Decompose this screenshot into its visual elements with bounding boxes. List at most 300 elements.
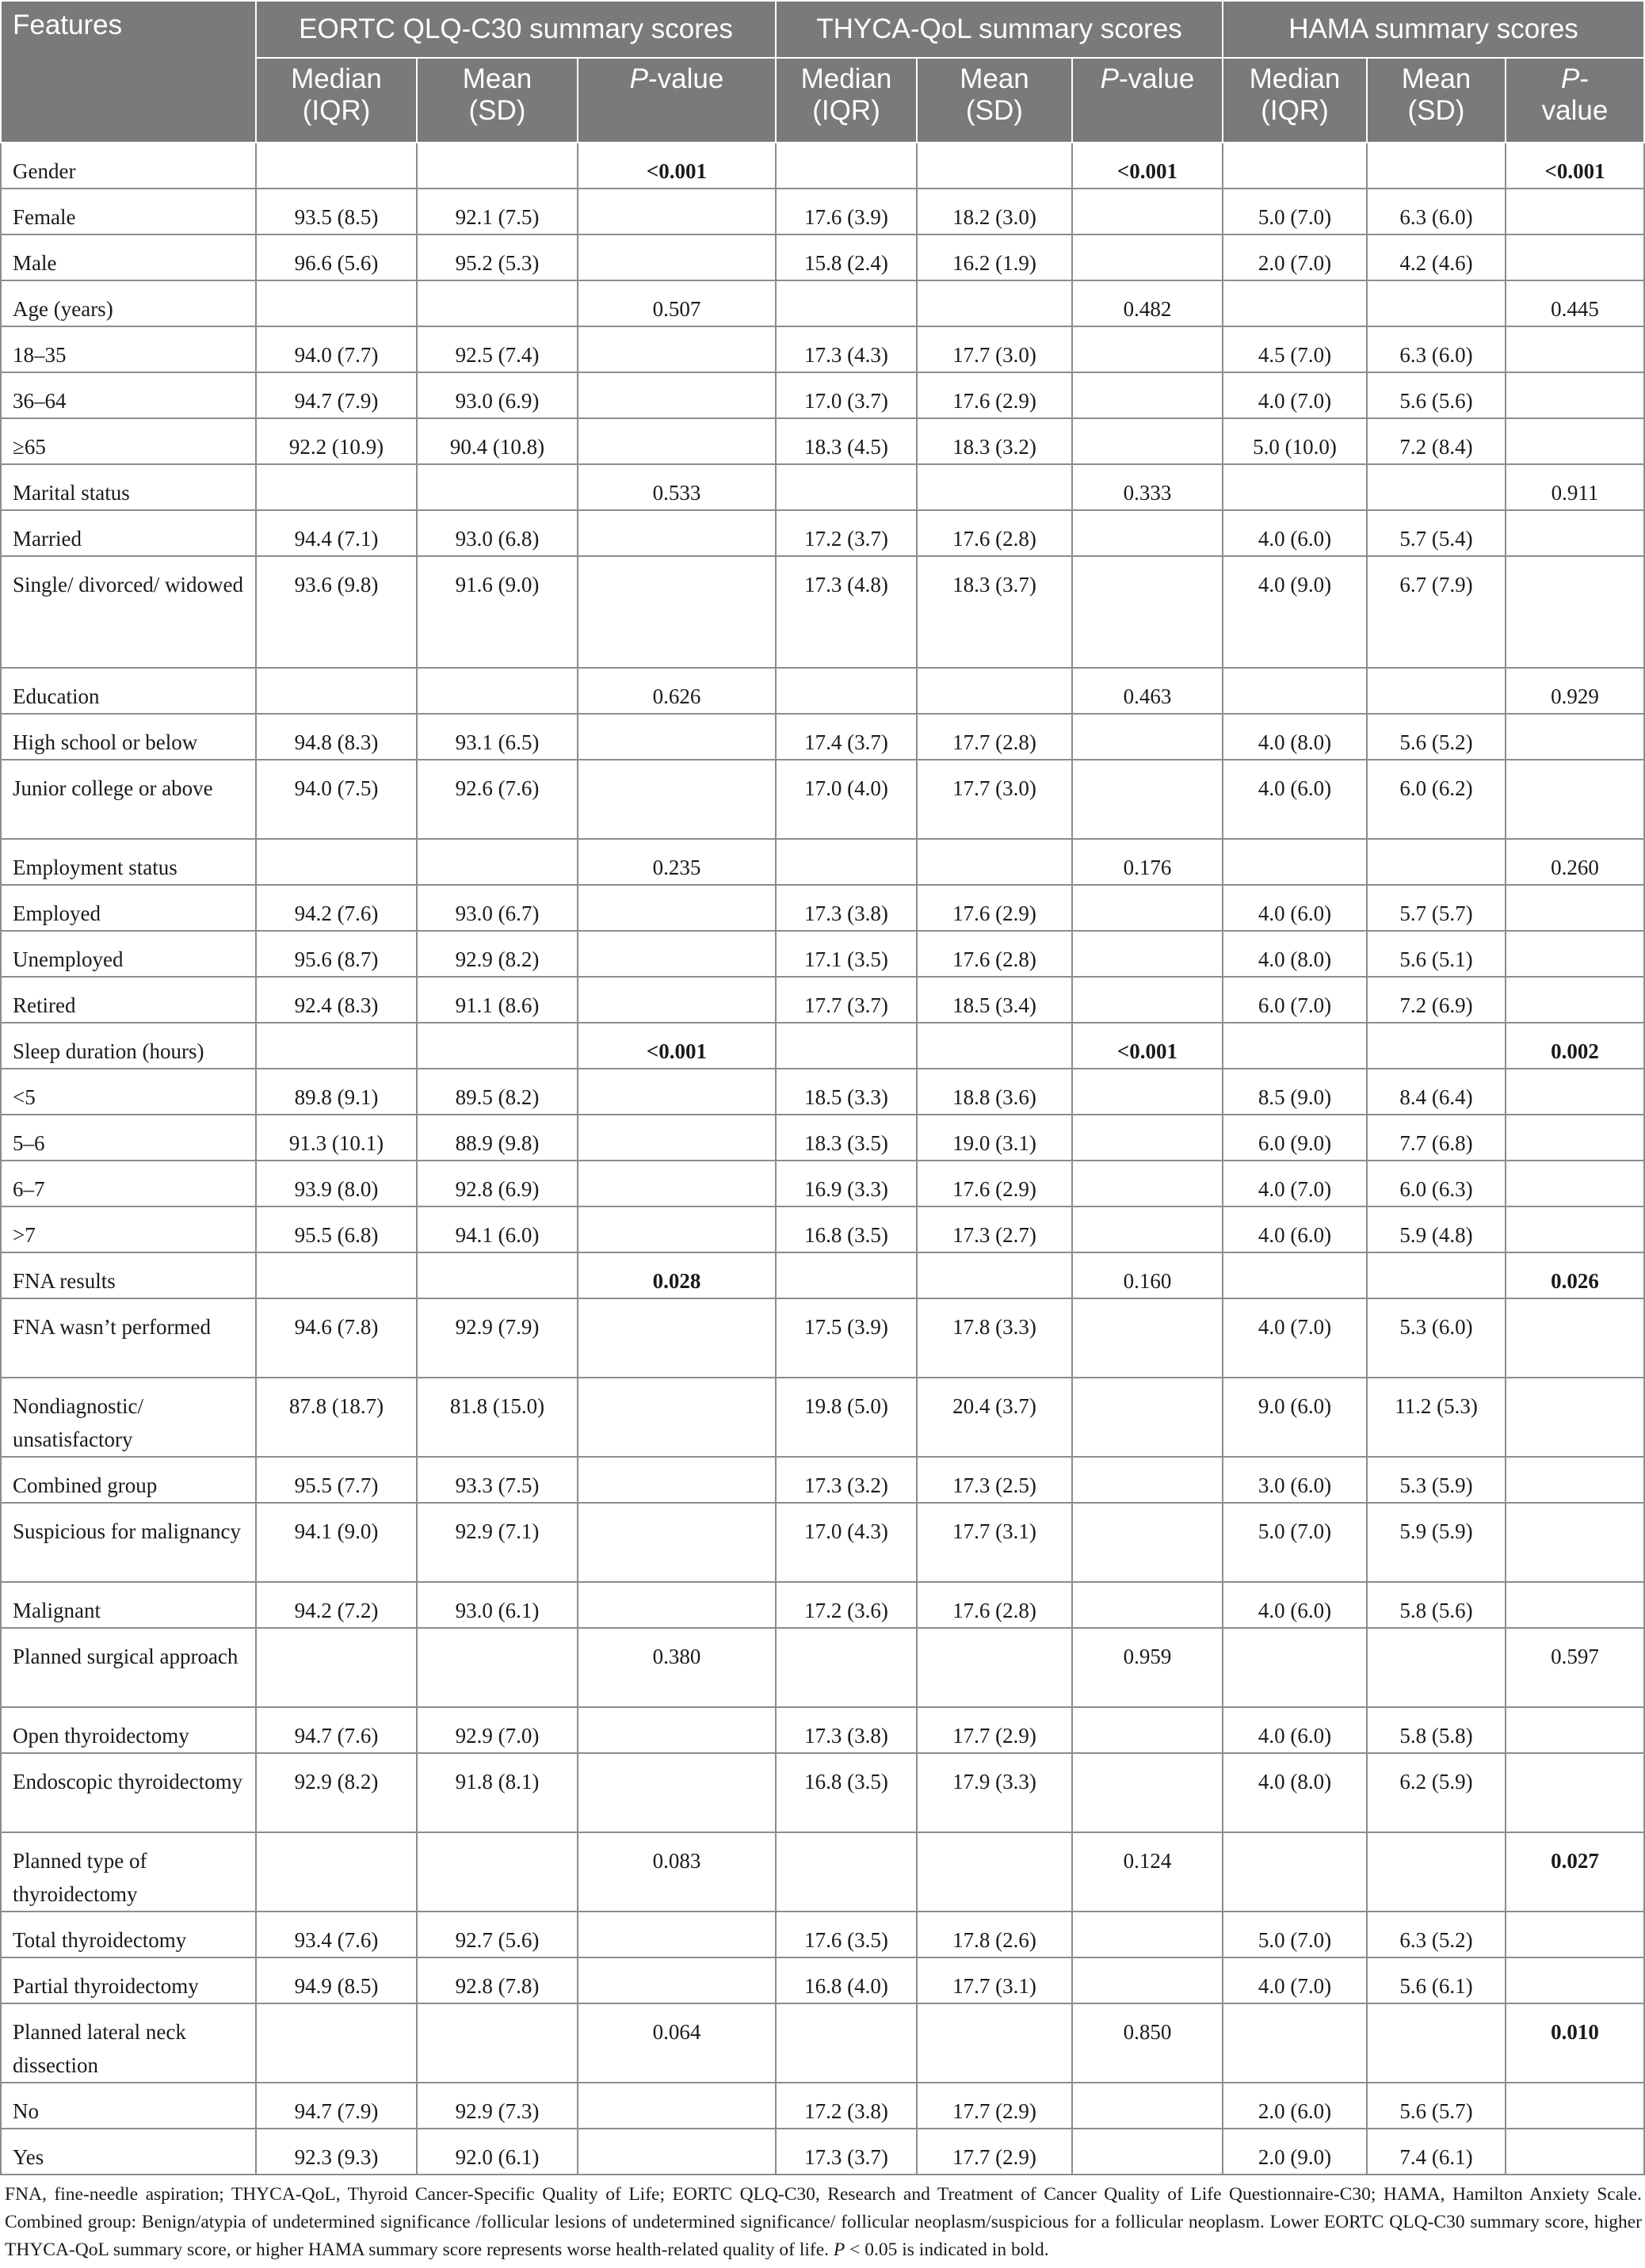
thyca-p-cell [1072, 1298, 1223, 1378]
table-row [1, 1206, 1644, 1252]
thyca-mean-cell: 17.7 (2.9) [917, 2129, 1072, 2175]
hama-median-cell: 4.0 (6.0) [1223, 510, 1367, 556]
hama-p-cell [1506, 418, 1644, 464]
table-row [1, 714, 1644, 760]
hama-p-cell [1506, 1457, 1644, 1503]
thyca-median-cell: 17.7 (3.7) [776, 977, 917, 1023]
eortc-p-cell [578, 760, 776, 839]
thyca-median-cell [776, 464, 917, 510]
thyca-p-cell [1072, 1161, 1223, 1206]
eortc-p-cell: 0.626 [578, 668, 776, 714]
hama-mean-cell: 5.7 (5.4) [1367, 510, 1506, 556]
feature-cell: Retired [1, 977, 256, 1023]
eortc-mean-cell: 95.2 (5.3) [417, 234, 578, 280]
hama-median-cell: 4.0 (6.0) [1223, 1582, 1367, 1628]
thyca-p-cell: 0.176 [1072, 839, 1223, 885]
hama-p-cell [1506, 885, 1644, 931]
eortc-mean-cell: 92.1 (7.5) [417, 189, 578, 234]
thyca-p-cell [1072, 1753, 1223, 1832]
eortc-p-cell [578, 1378, 776, 1457]
eortc-group-header: EORTC QLQ-C30 summary scores [256, 1, 776, 58]
eortc-p-cell [578, 1457, 776, 1503]
table-row [1, 1957, 1644, 2003]
thyca-median-cell: 17.3 (3.8) [776, 1707, 917, 1753]
hama-p-cell [1506, 1378, 1644, 1457]
feature-cell: Employment status [1, 839, 256, 885]
thyca-mean-cell [917, 280, 1072, 326]
feature-cell: Marital status [1, 464, 256, 510]
hama-mean-cell: 5.6 (5.1) [1367, 931, 1506, 977]
thyca-p-cell [1072, 1206, 1223, 1252]
table-row [1, 326, 1644, 372]
table-row [1, 372, 1644, 418]
eortc-mean-cell: 92.9 (8.2) [417, 931, 578, 977]
eortc-p-cell [578, 372, 776, 418]
hama-mean-cell: 5.9 (5.9) [1367, 1503, 1506, 1582]
hama-mean-cell: 11.2 (5.3) [1367, 1378, 1506, 1457]
feature-cell: Planned type of thyroidectomy [1, 1832, 256, 1912]
table-row [1, 418, 1644, 464]
table-body [1, 143, 1644, 2175]
hama-mean-cell: 6.0 (6.3) [1367, 1161, 1506, 1206]
feature-cell: Malignant [1, 1582, 256, 1628]
hama-p-cell [1506, 1582, 1644, 1628]
thyca-mean-cell [917, 1023, 1072, 1069]
thyca-median-cell: 17.6 (3.9) [776, 189, 917, 234]
table-row [1, 931, 1644, 977]
table-row [1, 760, 1644, 839]
table-row [1, 189, 1644, 234]
eortc-median-cell: 96.6 (5.6) [256, 234, 417, 280]
eortc-median-cell: 94.0 (7.7) [256, 326, 417, 372]
eortc-mean-cell [417, 668, 578, 714]
eortc-mean-cell: 91.6 (9.0) [417, 556, 578, 668]
feature-cell: ≥65 [1, 418, 256, 464]
mean-sd-header: Mean (SD) [1367, 58, 1506, 143]
table-row [1, 839, 1644, 885]
eortc-median-cell [256, 839, 417, 885]
thyca-p-cell: 0.850 [1072, 2003, 1223, 2083]
median-iqr-header: Median (IQR) [256, 58, 417, 143]
thyca-p-cell [1072, 1115, 1223, 1161]
hama-p-cell [1506, 1753, 1644, 1832]
hama-p-cell [1506, 2083, 1644, 2129]
footnote-p-letter: P [833, 2239, 845, 2260]
hama-p-cell [1506, 977, 1644, 1023]
table-row [1, 2129, 1644, 2175]
hama-p-cell [1506, 1115, 1644, 1161]
thyca-mean-cell: 17.7 (3.1) [917, 1503, 1072, 1582]
hama-p-cell [1506, 189, 1644, 234]
feature-cell: Junior college or above [1, 760, 256, 839]
table-row [1, 1912, 1644, 1957]
eortc-mean-cell: 93.0 (6.7) [417, 885, 578, 931]
table-row [1, 885, 1644, 931]
thyca-median-cell: 17.1 (3.5) [776, 931, 917, 977]
thyca-p-cell [1072, 1707, 1223, 1753]
hama-mean-cell: 5.6 (5.7) [1367, 2083, 1506, 2129]
thyca-mean-cell: 19.0 (3.1) [917, 1115, 1072, 1161]
table-row [1, 977, 1644, 1023]
eortc-p-cell [578, 1503, 776, 1582]
eortc-median-cell: 94.7 (7.6) [256, 1707, 417, 1753]
thyca-p-cell [1072, 326, 1223, 372]
thyca-median-cell: 16.8 (3.5) [776, 1753, 917, 1832]
feature-cell: <5 [1, 1069, 256, 1115]
footnote-p-tail: < 0.05 is indicated in bold. [845, 2239, 1049, 2260]
mean-sd-header: Mean (SD) [917, 58, 1072, 143]
hama-p-cell [1506, 510, 1644, 556]
hama-median-cell: 4.0 (8.0) [1223, 714, 1367, 760]
hama-median-cell: 5.0 (7.0) [1223, 1503, 1367, 1582]
thyca-mean-cell: 16.2 (1.9) [917, 234, 1072, 280]
eortc-p-cell [578, 234, 776, 280]
thyca-median-cell: 17.2 (3.8) [776, 2083, 917, 2129]
thyca-group-header: THYCA-QoL summary scores [776, 1, 1223, 58]
hama-median-cell [1223, 839, 1367, 885]
feature-cell: Suspicious for malignancy [1, 1503, 256, 1582]
hama-mean-cell [1367, 668, 1506, 714]
table-row [1, 1298, 1644, 1378]
thyca-p-cell [1072, 189, 1223, 234]
hama-mean-cell: 7.2 (6.9) [1367, 977, 1506, 1023]
eortc-mean-cell: 92.9 (7.1) [417, 1503, 578, 1582]
eortc-median-cell: 93.6 (9.8) [256, 556, 417, 668]
table-row [1, 1023, 1644, 1069]
feature-cell: Employed [1, 885, 256, 931]
eortc-p-cell: 0.028 [578, 1252, 776, 1298]
thyca-p-cell: 0.333 [1072, 464, 1223, 510]
eortc-mean-cell [417, 280, 578, 326]
eortc-p-cell [578, 885, 776, 931]
eortc-p-cell [578, 1069, 776, 1115]
eortc-mean-cell [417, 464, 578, 510]
eortc-median-cell [256, 668, 417, 714]
thyca-p-cell [1072, 1912, 1223, 1957]
table-row [1, 1753, 1644, 1832]
thyca-mean-cell: 17.3 (2.7) [917, 1206, 1072, 1252]
hama-median-cell: 2.0 (7.0) [1223, 234, 1367, 280]
thyca-median-cell: 17.2 (3.7) [776, 510, 917, 556]
table-row [1, 2083, 1644, 2129]
hama-median-cell [1223, 1832, 1367, 1912]
thyca-p-cell: <0.001 [1072, 1023, 1223, 1069]
eortc-mean-cell [417, 1023, 578, 1069]
hama-mean-cell: 5.6 (5.6) [1367, 372, 1506, 418]
thyca-median-cell: 17.0 (4.0) [776, 760, 917, 839]
thyca-p-cell: 0.463 [1072, 668, 1223, 714]
feature-cell: Total thyroidectomy [1, 1912, 256, 1957]
hama-p-cell [1506, 1298, 1644, 1378]
thyca-mean-cell: 18.5 (3.4) [917, 977, 1072, 1023]
eortc-mean-cell: 91.1 (8.6) [417, 977, 578, 1023]
eortc-p-cell [578, 1206, 776, 1252]
table-row [1, 1582, 1644, 1628]
hama-mean-cell [1367, 1252, 1506, 1298]
hama-p-cell: <0.001 [1506, 143, 1644, 189]
thyca-median-cell: 17.6 (3.5) [776, 1912, 917, 1957]
thyca-mean-cell [917, 839, 1072, 885]
hama-mean-cell: 5.8 (5.6) [1367, 1582, 1506, 1628]
thyca-mean-cell: 17.8 (3.3) [917, 1298, 1072, 1378]
hama-p-cell: 0.026 [1506, 1252, 1644, 1298]
eortc-mean-cell: 92.9 (7.3) [417, 2083, 578, 2129]
hama-mean-cell: 8.4 (6.4) [1367, 1069, 1506, 1115]
eortc-p-cell [578, 1957, 776, 2003]
thyca-median-cell [776, 668, 917, 714]
hama-p-cell: 0.002 [1506, 1023, 1644, 1069]
thyca-p-cell [1072, 556, 1223, 668]
feature-cell: Female [1, 189, 256, 234]
thyca-median-cell [776, 1023, 917, 1069]
thyca-p-cell [1072, 760, 1223, 839]
thyca-p-cell [1072, 2083, 1223, 2129]
hama-p-cell [1506, 1957, 1644, 2003]
eortc-p-cell: 0.380 [578, 1628, 776, 1707]
eortc-p-cell [578, 556, 776, 668]
table-row [1, 556, 1644, 668]
thyca-median-cell: 17.3 (4.8) [776, 556, 917, 668]
eortc-mean-cell: 93.0 (6.8) [417, 510, 578, 556]
hama-p-cell [1506, 372, 1644, 418]
feature-cell: Nondiagnostic/ unsatisfactory [1, 1378, 256, 1457]
eortc-median-cell: 87.8 (18.7) [256, 1378, 417, 1457]
thyca-mean-cell: 17.7 (2.9) [917, 2083, 1072, 2129]
eortc-median-cell: 94.2 (7.2) [256, 1582, 417, 1628]
table-row [1, 1503, 1644, 1582]
hama-mean-cell: 5.8 (5.8) [1367, 1707, 1506, 1753]
eortc-median-cell: 93.9 (8.0) [256, 1161, 417, 1206]
feature-cell: Endoscopic thyroidectomy [1, 1753, 256, 1832]
thyca-median-cell [776, 1832, 917, 1912]
feature-cell: Sleep duration (hours) [1, 1023, 256, 1069]
eortc-median-cell [256, 143, 417, 189]
eortc-mean-cell: 92.7 (5.6) [417, 1912, 578, 1957]
hama-p-cell [1506, 1069, 1644, 1115]
eortc-p-cell: 0.083 [578, 1832, 776, 1912]
hama-median-cell: 4.5 (7.0) [1223, 326, 1367, 372]
thyca-mean-cell: 17.6 (2.8) [917, 510, 1072, 556]
eortc-mean-cell: 94.1 (6.0) [417, 1206, 578, 1252]
eortc-median-cell: 94.6 (7.8) [256, 1298, 417, 1378]
eortc-median-cell: 91.3 (10.1) [256, 1115, 417, 1161]
eortc-mean-cell: 92.9 (7.0) [417, 1707, 578, 1753]
hama-p-cell [1506, 931, 1644, 977]
eortc-median-cell [256, 1628, 417, 1707]
table-row [1, 234, 1644, 280]
eortc-p-cell: 0.064 [578, 2003, 776, 2083]
hama-median-cell [1223, 280, 1367, 326]
hama-p-cell [1506, 714, 1644, 760]
thyca-median-cell [776, 839, 917, 885]
hama-median-cell: 9.0 (6.0) [1223, 1378, 1367, 1457]
hama-p-cell: 0.260 [1506, 839, 1644, 885]
eortc-median-cell: 93.4 (7.6) [256, 1912, 417, 1957]
thyca-p-cell [1072, 372, 1223, 418]
hama-mean-cell [1367, 2003, 1506, 2083]
hama-median-cell [1223, 1252, 1367, 1298]
thyca-mean-cell: 17.6 (2.9) [917, 1161, 1072, 1206]
median-iqr-header: Median (IQR) [776, 58, 917, 143]
hama-median-cell [1223, 1023, 1367, 1069]
table-row [1, 668, 1644, 714]
eortc-mean-cell: 88.9 (9.8) [417, 1115, 578, 1161]
thyca-p-cell [1072, 418, 1223, 464]
hama-median-cell: 4.0 (6.0) [1223, 885, 1367, 931]
feature-cell: Planned surgical approach [1, 1628, 256, 1707]
thyca-mean-cell [917, 1832, 1072, 1912]
eortc-median-cell: 94.2 (7.6) [256, 885, 417, 931]
thyca-p-cell [1072, 1457, 1223, 1503]
eortc-median-cell: 89.8 (9.1) [256, 1069, 417, 1115]
thyca-median-cell: 17.3 (4.3) [776, 326, 917, 372]
thyca-p-cell [1072, 977, 1223, 1023]
table-footnote [5, 2181, 1642, 2264]
hama-mean-cell: 6.3 (6.0) [1367, 189, 1506, 234]
eortc-p-cell [578, 189, 776, 234]
eortc-p-cell [578, 1753, 776, 1832]
eortc-mean-cell [417, 1252, 578, 1298]
hama-p-cell [1506, 1503, 1644, 1582]
thyca-median-cell [776, 2003, 917, 2083]
thyca-median-cell: 18.3 (3.5) [776, 1115, 917, 1161]
hama-mean-cell: 5.6 (6.1) [1367, 1957, 1506, 2003]
eortc-mean-cell [417, 839, 578, 885]
hama-median-cell: 5.0 (7.0) [1223, 189, 1367, 234]
hama-median-cell: 4.0 (7.0) [1223, 1298, 1367, 1378]
table-row [1, 1252, 1644, 1298]
hama-p-cell [1506, 1161, 1644, 1206]
table-row [1, 1707, 1644, 1753]
thyca-p-cell [1072, 1378, 1223, 1457]
thyca-mean-cell [917, 1628, 1072, 1707]
eortc-median-cell: 94.8 (8.3) [256, 714, 417, 760]
hama-mean-cell: 7.7 (6.8) [1367, 1115, 1506, 1161]
feature-cell: Gender [1, 143, 256, 189]
eortc-mean-cell [417, 143, 578, 189]
thyca-p-cell: 0.160 [1072, 1252, 1223, 1298]
hama-p-cell: 0.597 [1506, 1628, 1644, 1707]
eortc-mean-cell: 92.6 (7.6) [417, 760, 578, 839]
feature-cell: Partial thyroidectomy [1, 1957, 256, 2003]
hama-median-cell: 4.0 (8.0) [1223, 931, 1367, 977]
p-value-header: P-value [578, 58, 776, 143]
thyca-median-cell [776, 143, 917, 189]
hama-p-cell: 0.911 [1506, 464, 1644, 510]
eortc-mean-cell: 92.5 (7.4) [417, 326, 578, 372]
eortc-p-cell [578, 1298, 776, 1378]
eortc-mean-cell: 90.4 (10.8) [417, 418, 578, 464]
thyca-mean-cell [917, 464, 1072, 510]
hama-mean-cell: 5.6 (5.2) [1367, 714, 1506, 760]
thyca-mean-cell: 17.7 (3.0) [917, 760, 1072, 839]
thyca-median-cell: 19.8 (5.0) [776, 1378, 917, 1457]
table-row [1, 464, 1644, 510]
hama-median-cell: 2.0 (6.0) [1223, 2083, 1367, 2129]
hama-median-cell: 4.0 (6.0) [1223, 1707, 1367, 1753]
eortc-median-cell [256, 1252, 417, 1298]
eortc-median-cell [256, 464, 417, 510]
thyca-median-cell: 17.0 (4.3) [776, 1503, 917, 1582]
feature-cell: Education [1, 668, 256, 714]
hama-median-cell: 5.0 (10.0) [1223, 418, 1367, 464]
hama-mean-cell: 6.7 (7.9) [1367, 556, 1506, 668]
hama-mean-cell [1367, 839, 1506, 885]
hama-median-cell: 2.0 (9.0) [1223, 2129, 1367, 2175]
eortc-p-cell [578, 977, 776, 1023]
median-iqr-header: Median (IQR) [1223, 58, 1367, 143]
thyca-mean-cell [917, 1252, 1072, 1298]
table-row [1, 1457, 1644, 1503]
eortc-median-cell: 95.5 (7.7) [256, 1457, 417, 1503]
table-row [1, 2003, 1644, 2083]
hama-p-cell [1506, 326, 1644, 372]
eortc-p-cell [578, 1582, 776, 1628]
thyca-median-cell: 17.0 (3.7) [776, 372, 917, 418]
hama-median-cell: 4.0 (7.0) [1223, 372, 1367, 418]
hama-mean-cell: 6.3 (6.0) [1367, 326, 1506, 372]
thyca-mean-cell: 18.3 (3.7) [917, 556, 1072, 668]
eortc-median-cell: 94.9 (8.5) [256, 1957, 417, 2003]
thyca-mean-cell: 18.3 (3.2) [917, 418, 1072, 464]
eortc-p-cell [578, 418, 776, 464]
thyca-p-cell: 0.124 [1072, 1832, 1223, 1912]
feature-cell: Yes [1, 2129, 256, 2175]
eortc-p-cell: 0.533 [578, 464, 776, 510]
thyca-p-cell [1072, 931, 1223, 977]
feature-cell: 5–6 [1, 1115, 256, 1161]
hama-mean-cell [1367, 143, 1506, 189]
table-row [1, 1378, 1644, 1457]
features-header: Features [1, 1, 256, 143]
thyca-mean-cell: 17.6 (2.9) [917, 885, 1072, 931]
thyca-median-cell: 17.4 (3.7) [776, 714, 917, 760]
thyca-p-cell: 0.482 [1072, 280, 1223, 326]
eortc-p-cell: <0.001 [578, 1023, 776, 1069]
thyca-median-cell: 15.8 (2.4) [776, 234, 917, 280]
feature-cell: 6–7 [1, 1161, 256, 1206]
table-row [1, 1628, 1644, 1707]
thyca-median-cell: 17.3 (3.2) [776, 1457, 917, 1503]
thyca-mean-cell: 17.8 (2.6) [917, 1912, 1072, 1957]
thyca-p-cell [1072, 885, 1223, 931]
hama-median-cell: 6.0 (7.0) [1223, 977, 1367, 1023]
hama-median-cell: 8.5 (9.0) [1223, 1069, 1367, 1115]
hama-p-cell: 0.929 [1506, 668, 1644, 714]
eortc-median-cell [256, 1832, 417, 1912]
feature-cell: FNA wasn’t performed [1, 1298, 256, 1378]
feature-cell: Open thyroidectomy [1, 1707, 256, 1753]
eortc-p-cell [578, 2129, 776, 2175]
thyca-p-cell [1072, 1582, 1223, 1628]
footnote-text: FNA, fine-needle aspiration; THYCA-QoL, Thyroid Cancer-Specific Quality of Life; EORTC QLQ-C30, Research and Treatment of Cancer Quality of Life Questionnaire-C30; HAMA, Hamilton Anxiety Scale. Combined group: Benign/atypia of undetermined significance /follicular lesions of undetermined significance/ follicular neoplasm/suspicious for a follicular neoplasm. Lower EORTC QLQ-C30 summary score, higher THYCA-QoL summary score, or higher HAMA summary score represents worse health-related quality of life. [5, 2184, 1642, 2260]
eortc-mean-cell: 93.3 (7.5) [417, 1457, 578, 1503]
eortc-median-cell: 94.7 (7.9) [256, 372, 417, 418]
eortc-mean-cell [417, 1628, 578, 1707]
feature-cell: High school or below [1, 714, 256, 760]
table-row [1, 1161, 1644, 1206]
hama-p-cell: 0.445 [1506, 280, 1644, 326]
feature-cell: FNA results [1, 1252, 256, 1298]
thyca-median-cell: 17.5 (3.9) [776, 1298, 917, 1378]
thyca-median-cell [776, 280, 917, 326]
thyca-mean-cell: 17.7 (2.9) [917, 1707, 1072, 1753]
thyca-p-cell [1072, 1957, 1223, 2003]
hama-mean-cell: 6.2 (5.9) [1367, 1753, 1506, 1832]
feature-cell: Male [1, 234, 256, 280]
hama-p-cell [1506, 760, 1644, 839]
thyca-mean-cell: 17.6 (2.9) [917, 372, 1072, 418]
